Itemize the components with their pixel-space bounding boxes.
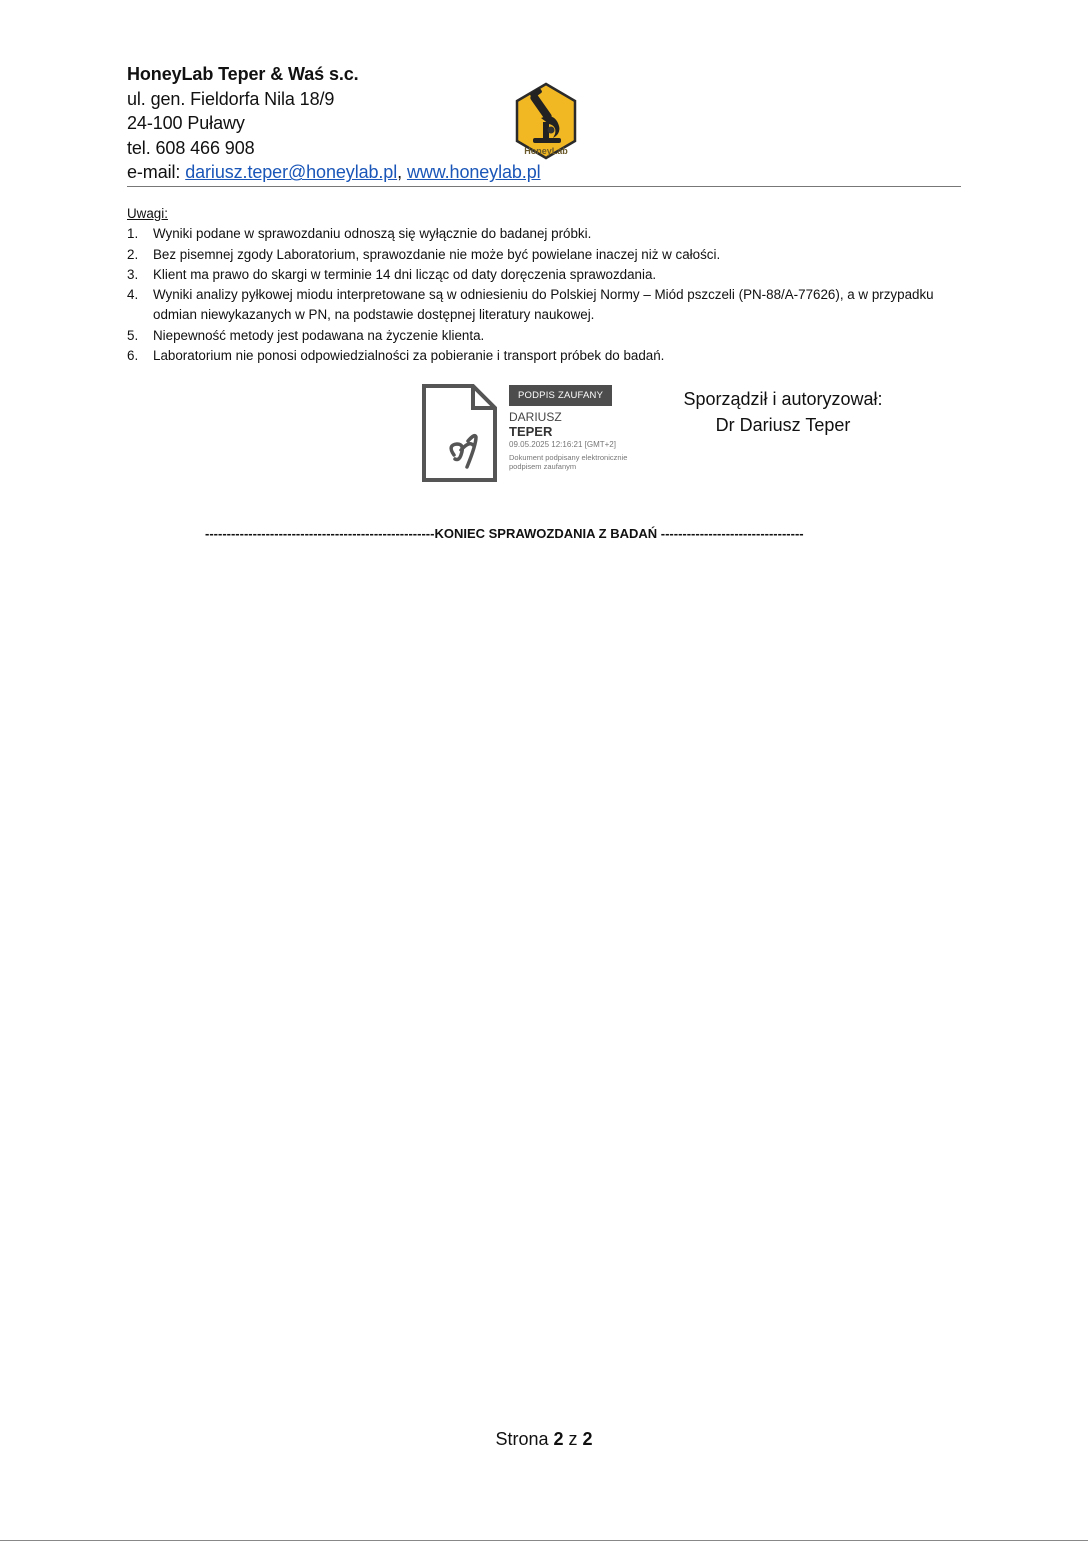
trusted-signature-block — [509, 385, 669, 471]
svg-text:HoneyLab: HoneyLab — [524, 146, 568, 156]
signer-last-name: TEPER — [509, 424, 553, 439]
notes-title: Uwagi: — [127, 206, 168, 221]
notes-section — [127, 204, 967, 366]
page-current: 2 — [553, 1429, 564, 1449]
note-number: 3. — [127, 266, 139, 282]
note-text: Niepewność metody jest podawana na życzenie klienta. — [153, 327, 485, 343]
company-phone: tel. 608 466 908 — [127, 137, 255, 158]
company-name: HoneyLab Teper & Waś s.c. — [127, 64, 359, 84]
note-number: 6. — [127, 348, 139, 364]
note-item — [127, 346, 967, 366]
note-text: Wyniki podane w sprawozdaniu odnoszą się wyłącznie do badanej próbki. — [153, 226, 592, 242]
note-text: Klient ma prawo do skargi w terminie 14 dni licząc od daty doręczenia sprawozdania. — [153, 266, 657, 282]
email-label: e-mail: — [127, 162, 186, 183]
note-item — [127, 245, 967, 265]
letterhead — [127, 62, 961, 186]
note-number: 2. — [127, 246, 139, 262]
note-item — [127, 285, 967, 326]
signer-first-name: DARIUSZ — [509, 410, 562, 424]
email-link[interactable]: dariusz.teper@honeylab.pl — [185, 162, 398, 183]
note-item — [127, 224, 967, 244]
contact-separator: , — [397, 162, 407, 183]
note-text: Bez pisemnej zgody Laboratorium, sprawozdanie nie może być powielane inaczej niż w całości. — [153, 246, 721, 262]
company-address-block — [127, 62, 541, 185]
website-link[interactable]: www.honeylab.pl — [406, 162, 541, 183]
company-city: 24-100 Puławy — [127, 113, 245, 134]
notes-list — [127, 224, 967, 366]
contact-line — [127, 160, 541, 185]
end-line-text: KONIEC SPRAWOZDANIA Z BADAŃ — [434, 526, 658, 541]
report-end-line — [205, 526, 804, 541]
signed-document-icon — [421, 383, 499, 483]
authorizer-name: Dr Dariusz Teper — [715, 415, 851, 435]
page-middle: z — [563, 1429, 583, 1449]
note-number: 4. — [127, 287, 139, 303]
note-number: 1. — [127, 226, 139, 242]
note-item — [127, 326, 967, 346]
note-text: Laboratorium nie ponosi odpowiedzialności za pobieranie i transport próbek do badań. — [153, 348, 665, 364]
note-text: Wyniki analizy pyłkowej miodu interpretowane są w odniesieniu do Polskiej Normy – Miód pszczeli (PN-88/A-77626), a w przypadku odmian niewykazanych w PN, na podstawie dostępnej literatury naukowej. — [153, 287, 934, 323]
header-divider — [127, 186, 961, 187]
note-number: 5. — [127, 327, 139, 343]
honeylab-logo — [513, 82, 579, 162]
company-street: ul. gen. Fieldorfa Nila 18/9 — [127, 88, 335, 109]
authorization-block — [672, 386, 894, 438]
end-line-dashes-left: ----------------------------------------------------- — [205, 526, 435, 541]
page-prefix: Strona — [495, 1429, 554, 1449]
end-line-dashes-right: --------------------------------- — [657, 526, 804, 541]
signature-badge: PODPIS ZAUFANY — [509, 385, 612, 406]
page-bottom-edge — [0, 1540, 1088, 1541]
page-number — [0, 1429, 1088, 1450]
note-item — [127, 265, 967, 285]
signature-datetime: 09.05.2025 12:16:21 [GMT+2] — [509, 440, 616, 449]
page-total: 2 — [582, 1429, 593, 1449]
signature-note: Dokument podpisany elektronicznie podpisem zaufanym — [509, 453, 628, 471]
authorization-label: Sporządził i autoryzował: — [683, 389, 883, 409]
